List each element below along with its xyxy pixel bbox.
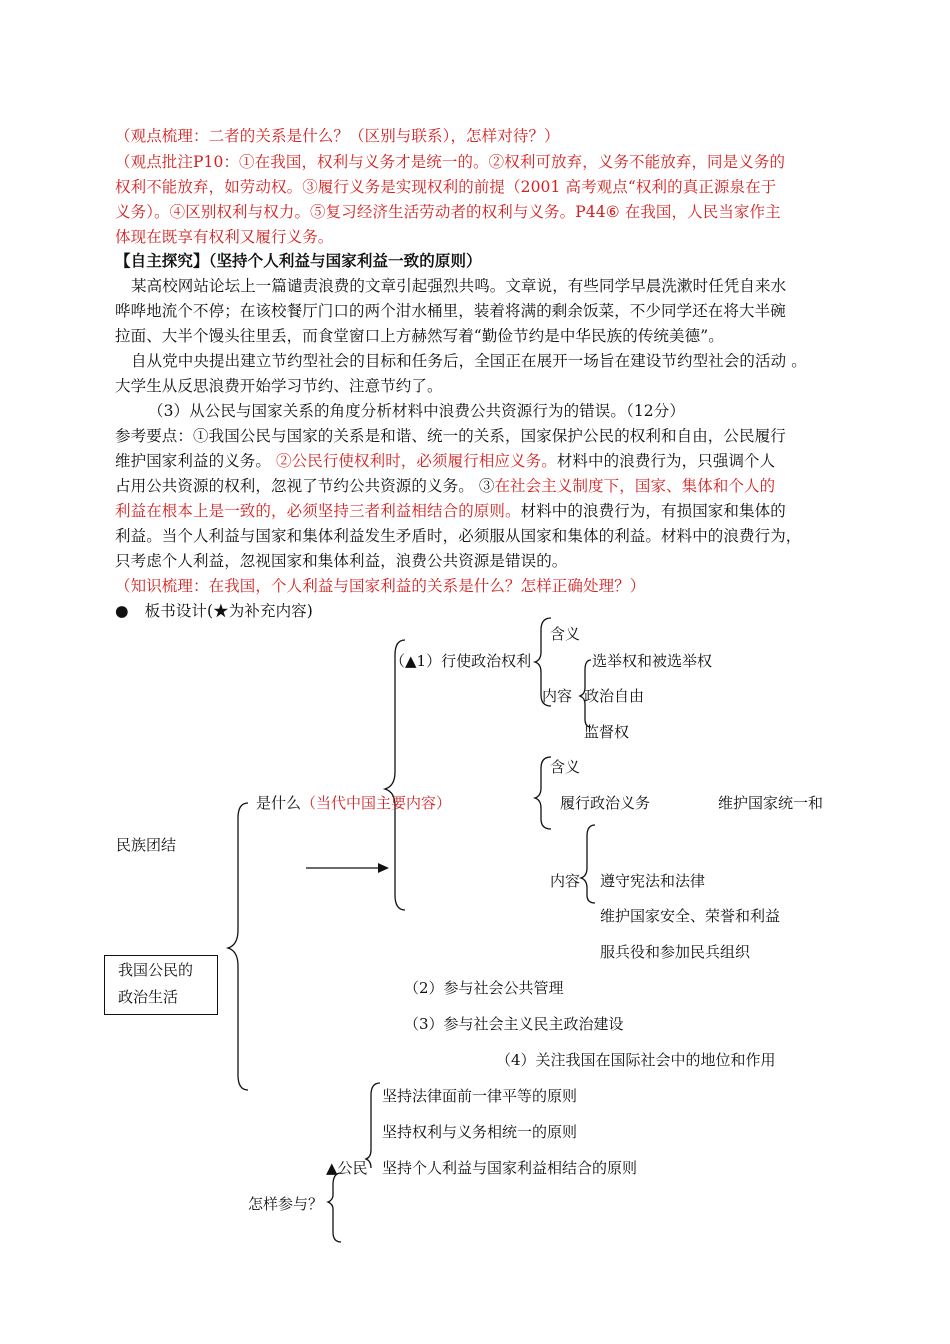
what-label [256, 793, 451, 813]
what-text: 是什么 [256, 794, 302, 812]
weihu-tongyi-label: 维护国家统一和 [718, 794, 824, 812]
text-span: 占用公共资源的权利，忽视了节约公共资源的义务。 ③ [115, 477, 495, 495]
item1-brace [385, 640, 405, 910]
bullet-icon: ● [115, 602, 129, 620]
duties-brace [535, 757, 551, 829]
neirong1-label: 内容 [542, 687, 573, 705]
text-span: 材料中的浪费行为，有损国家和集体的 [520, 502, 786, 520]
text-line: 利益。当个人利益与国家和集体利益发生矛盾时，必须服从国家和集体的利益。材料中的浪费行为， [115, 527, 802, 545]
text-span: 利益在根本上是一致的，必须坚持三者利益相结合的原则。 [115, 502, 521, 520]
principle-1: 坚持法律面前一律平等的原则 [382, 1087, 578, 1105]
neirong2-label: 内容 [550, 872, 581, 890]
principles-brace [366, 1083, 380, 1168]
item3-label: （3）参与社会主义民主政治建设 [404, 1015, 624, 1033]
how-brace [328, 1173, 341, 1242]
item2-label: （2）参与社会公共管理 [404, 979, 564, 997]
text-line: 体现在既享有权利又履行义务。 [115, 228, 334, 246]
principle-3: 坚持个人利益与国家利益相结合的原则 [382, 1159, 638, 1177]
text-line: 拉面、大半个馒头往里丢，而食堂窗口上方赫然写着“勤俭节约是中华民族的传统美德”。 [115, 327, 724, 345]
arrowhead-icon [378, 863, 389, 873]
text-line: 只考虑个人利益，忽视国家和集体利益，浪费公共资源是错误的。 [115, 552, 568, 570]
text-span: 材料中的浪费行为，只强调个人 [556, 452, 776, 470]
hanyi1-label: 含义 [550, 625, 581, 643]
xuanju-label: 选举权和被选举权 [592, 652, 713, 670]
text-line: 权利不能放弃，如劳动权。③履行义务是实现权利的前提（2001 高考观点“权利的真正源泉在于 [115, 178, 777, 196]
zunshou-label: 遵守宪法和法律 [600, 872, 706, 890]
board-design-label: 板书设计(★为补充内容) [144, 602, 313, 620]
text-line: 哗哗地流个不停；在该校餐厅门口的两个泔水桶里，装着将满的剩余饭菜，不少同学还在将大半碗 [115, 302, 786, 320]
text-span: 在社会主义制度下，国家、集体和个人的 [494, 477, 776, 495]
text-line: 参考要点：①我国公民与国家的关系是和谐、统一的关系，国家保护公民的权利和自由，公民履行 [115, 427, 786, 445]
gongmin-label: ▲公民 [326, 1159, 368, 1177]
lvxing-label: 履行政治义务 [560, 794, 651, 812]
how-label: 怎样参与？ [248, 1195, 324, 1213]
heading-label: 【自主探究】 [115, 251, 209, 270]
text-line: 自从党中央提出建立节约型社会的目标和任务后，全国正在展开一场旨在建设节约型社会的活动 。 [131, 352, 807, 370]
principle-2: 坚持权利与义务相统一的原则 [382, 1123, 578, 1141]
text-line: 大学生从反思浪费开始学习节约、注意节约了。 [115, 377, 443, 395]
zhengzhi-ziyou-label: 政治自由 [584, 687, 645, 705]
text-line: （观点批注P10：①在我国，权利与义务才是统一的。②权利可放弃，义务不能放弃，同是义务的 [115, 153, 786, 171]
item4-label: （4）关注我国在国际社会中的地位和作用 [496, 1051, 776, 1069]
jiandu-label: 监督权 [584, 723, 630, 741]
question-line: （3）从公民与国家关系的角度分析材料中浪费公共资源行为的错误。（12分） [148, 402, 685, 420]
minzu-label: 民族团结 [116, 836, 177, 854]
anquan-label: 维护国家安全、荣誉和利益 [600, 907, 781, 925]
root-brace [228, 803, 248, 1090]
text-span: 维护国家利益的义务。 [115, 452, 277, 470]
root-box [104, 955, 218, 1015]
root-label-line2: 政治生活 [118, 988, 179, 1006]
hanyi2-label: 含义 [550, 758, 581, 776]
root-label-line1: 我国公民的 [118, 961, 194, 979]
text-line: （知识梳理：在我国，个人利益与国家利益的关系是什么？怎样正确处理？） [115, 577, 646, 595]
bingyi-label: 服兵役和参加民兵组织 [600, 943, 751, 961]
text-span: ②公民行使权利时，必须履行相应义务。 [276, 452, 557, 470]
text-line: （观点梳理：二者的关系是什么？（区别与联系），怎样对待？） [115, 127, 560, 145]
heading-topic: （坚持个人利益与国家利益一致的原则） [208, 251, 482, 270]
text-line: 某高校网站论坛上一篇谴责浪费的文章引起强烈共鸣。文章说，有些同学早晨洗漱时任凭自来水 [131, 277, 787, 295]
what-note: （当代中国主要内容） [301, 794, 452, 812]
text-line: 义务）。④区别权利与权力。⑤复习经济生活劳动者的权利与义务。P44⑥ 在我国，人民当家作主 [115, 203, 781, 221]
item1-label: （▲1）行使政治权利 [390, 652, 532, 670]
duties-list-brace [581, 825, 595, 903]
